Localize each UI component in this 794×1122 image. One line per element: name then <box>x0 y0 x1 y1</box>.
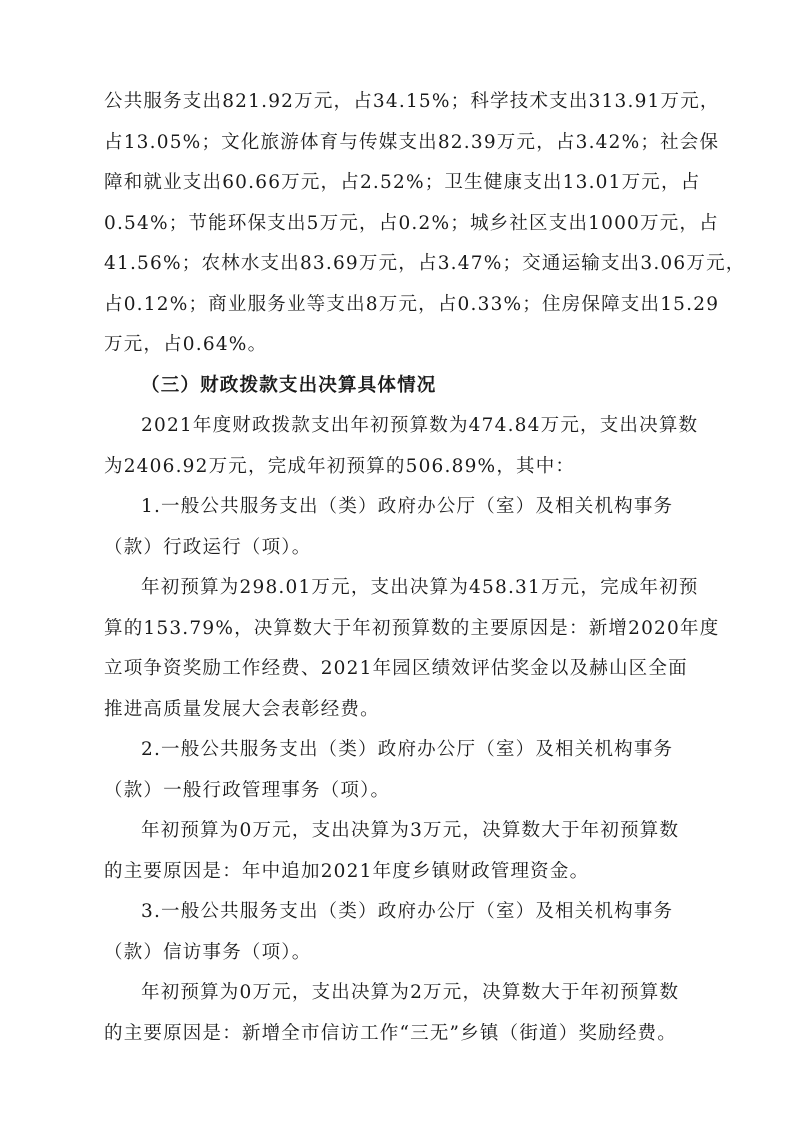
text-line: 占13.05%；文化旅游体育与传媒支出82.39万元，占3.42%；社会保 <box>104 131 720 153</box>
text-line: 0.54%；节能环保支出5万元，占0.2%；城乡社区支出1000万元，占 <box>104 212 719 234</box>
text-line: 年初预算为298.01万元，支出决算为458.31万元，完成年初预 <box>141 577 699 598</box>
text-line: 立项争资奖励工作经费、2021年园区绩效评估奖金以及赫山区全面 <box>104 658 688 679</box>
text-line: 2021年度财政拨款支出年初预算数为474.84万元，支出决算数 <box>141 415 699 436</box>
item-title: （款）信访事务（项）。 <box>104 941 312 963</box>
item-title: 3.一般公共服务支出（类）政府办公厅（室）及相关机构事务 <box>141 901 674 922</box>
section-heading: （三）财政拨款支出决算具体情况 <box>141 374 437 396</box>
text-line: 为2406.92万元，完成年初预算的506.89%，其中： <box>104 455 576 477</box>
text-line: 算的153.79%，决算数大于年初预算数的主要原因是：新增2020年度 <box>104 617 720 639</box>
text-line: 障和就业支出60.66万元，占2.52%；卫生健康支出13.01万元，占 <box>104 172 701 193</box>
text-line: 的主要原因是：新增全市信访工作“三无”乡镇（街道）奖励经费。 <box>104 1022 677 1044</box>
text-line: 万元，占0.64%。 <box>104 334 268 355</box>
text-line: 推进高质量发展大会表彰经费。 <box>104 698 380 720</box>
item-title: 2.一般公共服务支出（类）政府办公厅（室）及相关机构事务 <box>141 739 674 760</box>
document-body <box>104 82 746 1054</box>
text-line: 的主要原因是：年中追加2021年度乡镇财政管理资金。 <box>104 860 590 882</box>
item-title: （款）行政运行（项）。 <box>104 536 312 558</box>
text-line: 41.56%；农林水支出83.69万元，占3.47%；交通运输支出3.06万元， <box>104 253 746 274</box>
text-line: 占0.12%；商业服务业等支出8万元，占0.33%；住房保障支出15.29 <box>104 293 720 315</box>
text-line: 公共服务支出821.92万元，占34.15%；科学技术支出313.91万元， <box>104 91 720 112</box>
text-line: 年初预算为0万元，支出决算为2万元，决算数大于年初预算数 <box>141 982 680 1003</box>
item-title: 1.一般公共服务支出（类）政府办公厅（室）及相关机构事务 <box>141 496 674 517</box>
text-line: 年初预算为0万元，支出决算为3万元，决算数大于年初预算数 <box>141 820 680 841</box>
item-title: （款）一般行政管理事务（项）。 <box>104 779 391 801</box>
